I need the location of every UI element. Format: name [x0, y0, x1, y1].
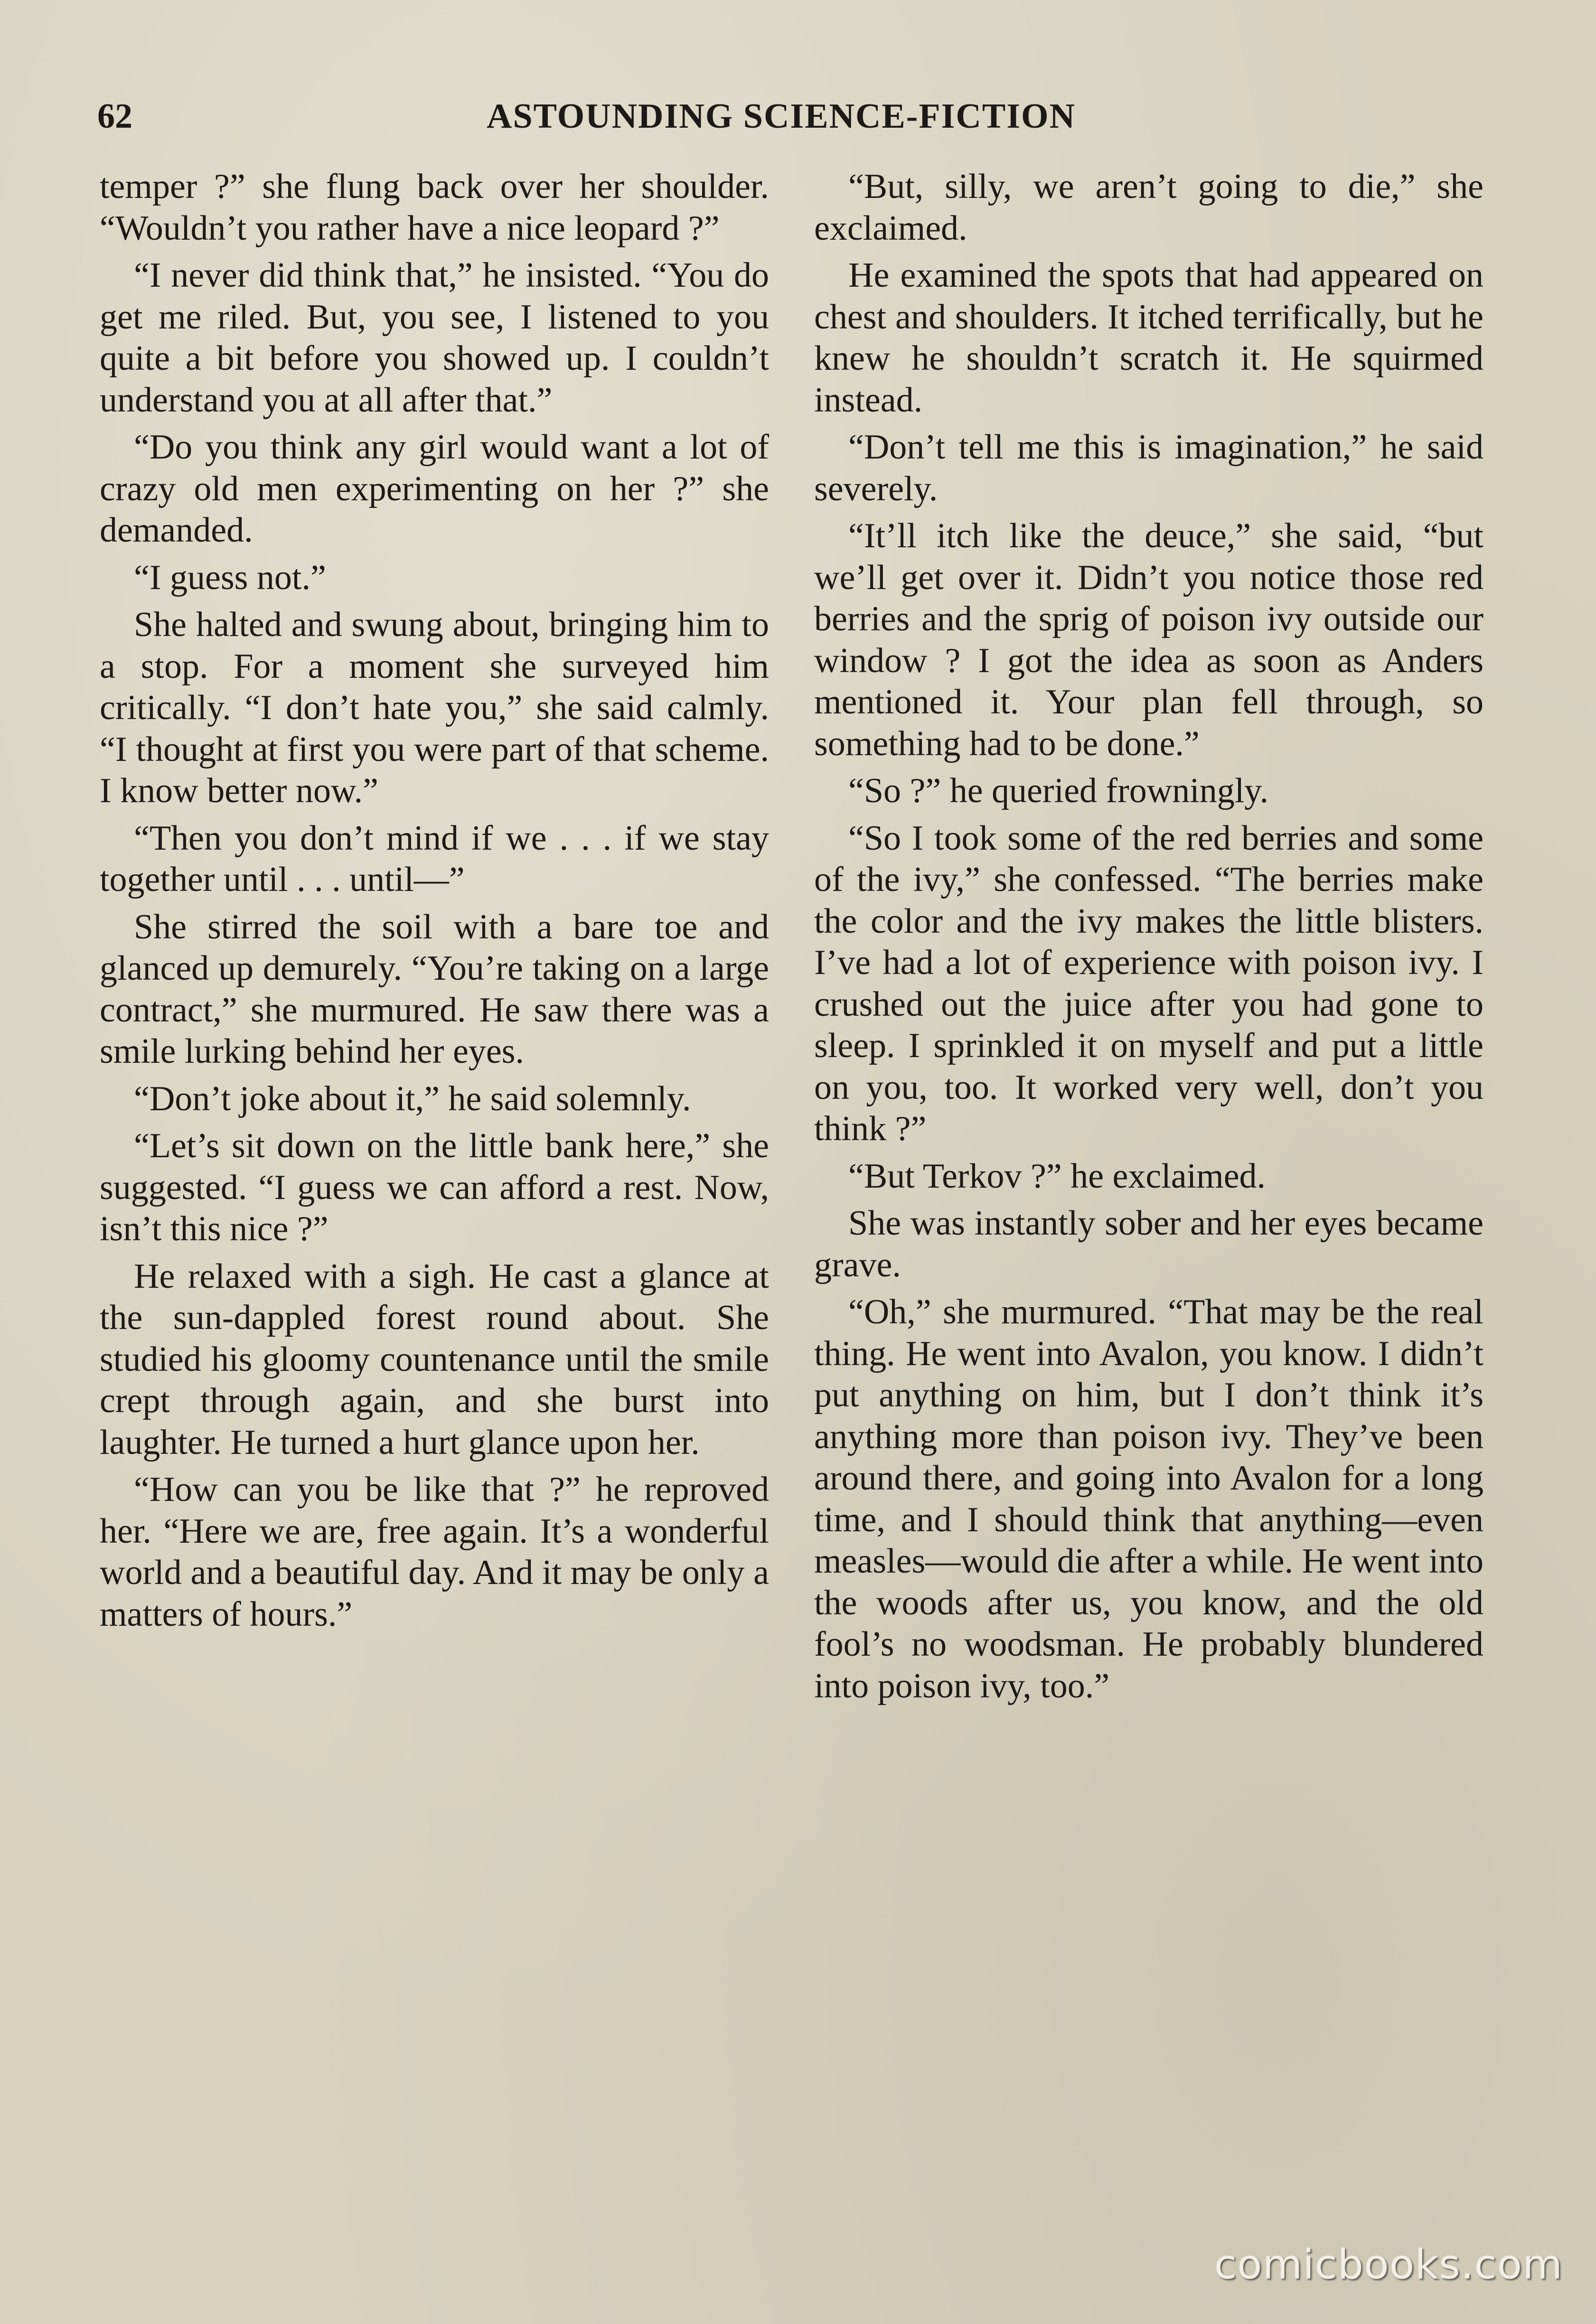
page-header — [97, 95, 1498, 138]
paragraph: “But, silly, we aren’t going to die,” she exclaimed. — [814, 167, 1483, 248]
paragraph: “Then you don’t mind if we . . . if we stay together until . . . until—” — [100, 818, 769, 899]
paragraph: “Do you think any girl would want a lot of crazy old men experimenting on her ?” she demanded. — [100, 428, 769, 550]
paragraph: “Let’s sit down on the little bank here,” she suggested. “I guess we can afford a rest. Now, isn’t this nice ?” — [100, 1126, 769, 1248]
page-number: 62 — [97, 97, 132, 136]
paragraph: “I guess not.” — [134, 558, 326, 597]
paragraph: “Oh,” she murmured. “That may be the real thing. He went into Avalon, you know. I didn’t put anything on him, but I don’t think it’s anything more than poison ivy. They’ve been around there, and going into Avalon for a long time, and I should think that anything—even measles—would die after a while. He went into the woods after us, you know, and the old fool’s no woodsman. He probably blundered into poison ivy, too.” — [814, 1293, 1483, 1706]
paragraph: “Don’t tell me this is imagination,” he said severely. — [814, 428, 1483, 508]
paragraph: She halted and swung about, bringing him to a stop. For a moment she surveyed him critically. “I don’t hate you,” she said calmly. “I thought at first you were part of that scheme. I know better now.” — [100, 605, 769, 810]
paragraph: “How can you be like that ?” he reproved her. “Here we are, free again. It’s a wonderful world and a beautiful day. And it may be only a matters of hours.” — [100, 1470, 769, 1634]
paragraph: “So I took some of the red berries and some of the ivy,” she confessed. “The berries make the color and the ivy makes the little blisters. I’ve had a lot of experience with poison ivy. I crushed out the juice after you had gone to sleep. I sprinkled it on myself and put a little on you, too. It worked very well, don’t you think ?” — [814, 818, 1483, 1148]
paragraph: “So ?” he queried frowningly. — [848, 771, 1268, 810]
right-column — [814, 166, 1483, 1713]
paragraph: “Don’t joke about it,” he said solemnly. — [134, 1079, 691, 1118]
left-column — [100, 166, 769, 1641]
paragraph: She stirred the soil with a bare toe and glanced up demurely. “You’re taking on a large contract,” she murmured. He saw there was a smile lurking behind her eyes. — [100, 907, 769, 1071]
paragraph: She was instantly sober and her eyes became grave. — [814, 1204, 1483, 1284]
paragraph: “But Terkov ?” he exclaimed. — [848, 1156, 1266, 1196]
paragraph: “I never did think that,” he insisted. “You do get me riled. But, you see, I listened to you quite a bit before you showed up. I couldn’t understand you at all after that.” — [100, 256, 769, 420]
paragraph: He examined the spots that had appeared on chest and shoulders. It itched terrifically, but he knew he shouldn’t scratch it. He squirmed instead. — [814, 256, 1483, 420]
running-head: ASTOUNDING SCIENCE-FICTION — [487, 97, 1076, 136]
paragraph: temper ?” she flung back over her shoulder. “Wouldn’t you rather have a nice leopard ?” — [100, 167, 769, 248]
paragraph: “It’ll itch like the deuce,” she said, “but we’ll get over it. Didn’t you notice those red berries and the sprig of poison ivy outside our window ? I got the idea as soon as Anders mentioned it. Your plan fell through, so something had to be done.” — [814, 516, 1483, 763]
site-watermark: comicbooks.com — [1214, 2241, 1563, 2288]
paragraph: He relaxed with a sigh. He cast a glance at the sun-dappled forest round about. She studied his gloomy countenance until the smile crept through again, and she burst into laughter. He turned a hurt glance upon her. — [100, 1256, 769, 1462]
